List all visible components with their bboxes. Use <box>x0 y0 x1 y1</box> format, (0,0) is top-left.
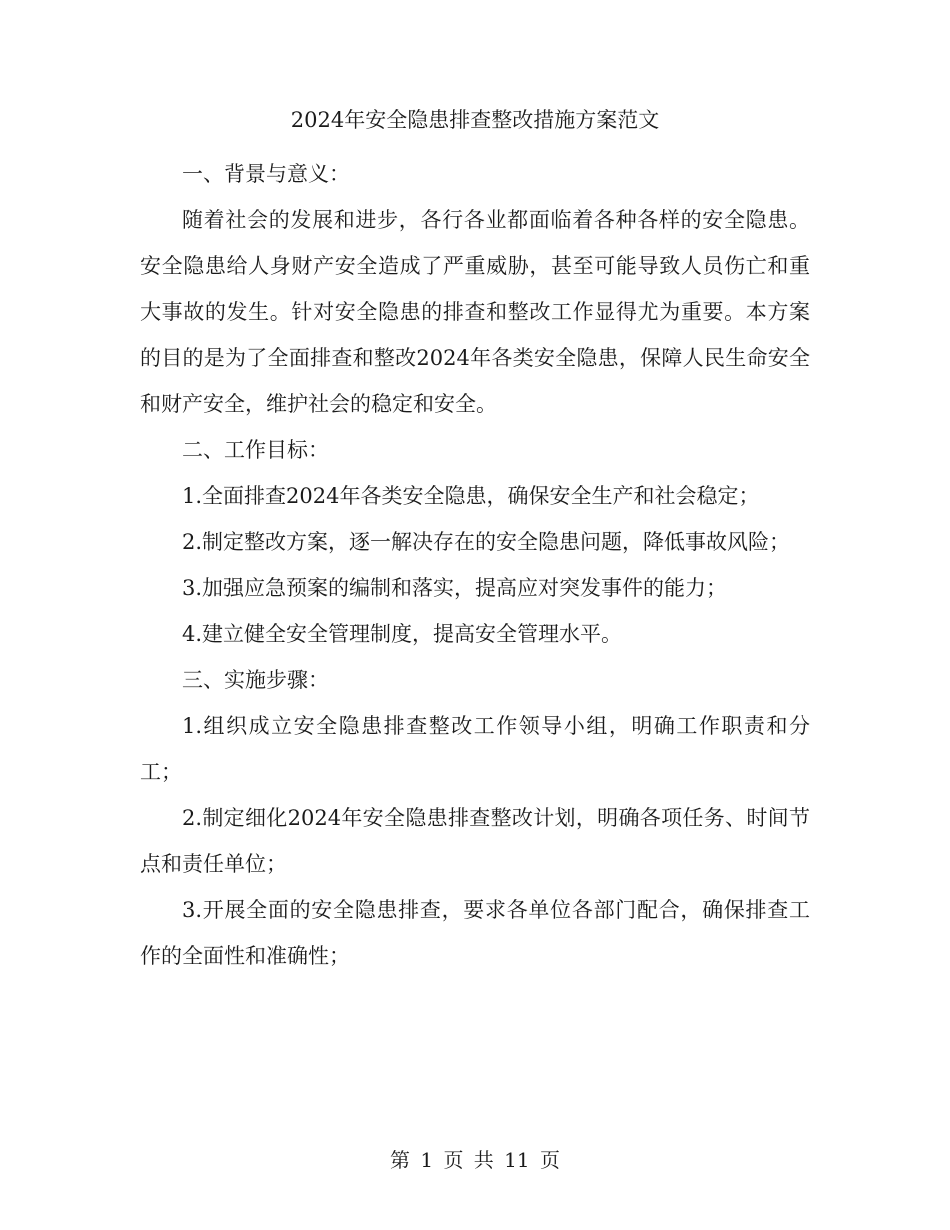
goal-item-2: 2.制定整改方案，逐一解决存在的安全隐患问题，降低事故风险； <box>182 530 791 554</box>
document-body <box>140 151 810 979</box>
goal-item-4: 4.建立健全安全管理制度，提高安全管理水平。 <box>182 622 623 646</box>
step-item-1: 1.组织成立安全隐患排查整改工作领导小组，明确工作职责和分工； <box>140 714 810 784</box>
section-heading-steps: 三、实施步骤： <box>182 668 329 692</box>
step-item-3: 3.开展全面的安全隐患排查，要求各单位各部门配合，确保排查工作的全面性和准确性； <box>140 898 810 968</box>
page-number-footer: 第 1 页 共 11 页 <box>390 1148 560 1172</box>
document-title: 2024年安全隐患排查整改措施方案范文 <box>290 108 660 132</box>
goal-item-3: 3.加强应急预案的编制和落实，提高应对突发事件的能力； <box>182 576 728 600</box>
paragraph-background: 随着社会的发展和进步，各行各业都面临着各种各样的安全隐患。安全隐患给人身财产安全造成了严重威胁，甚至可能导致人员伤亡和重大事故的发生。针对安全隐患的排查和整改工作显得尤为重要。本方案的目的是为了全面排查和整改2024年各类安全隐患，保障人民生命安全和财产安全，维护社会的稳定和安全。 <box>140 208 810 416</box>
section-heading-goals: 二、工作目标： <box>182 438 329 462</box>
section-heading-background: 一、背景与意义： <box>182 162 350 186</box>
step-item-2: 2.制定细化2024年安全隐患排查整改计划，明确各项任务、时间节点和责任单位； <box>140 806 810 876</box>
goal-item-1: 1.全面排查2024年各类安全隐患，确保安全生产和社会稳定； <box>182 484 760 508</box>
